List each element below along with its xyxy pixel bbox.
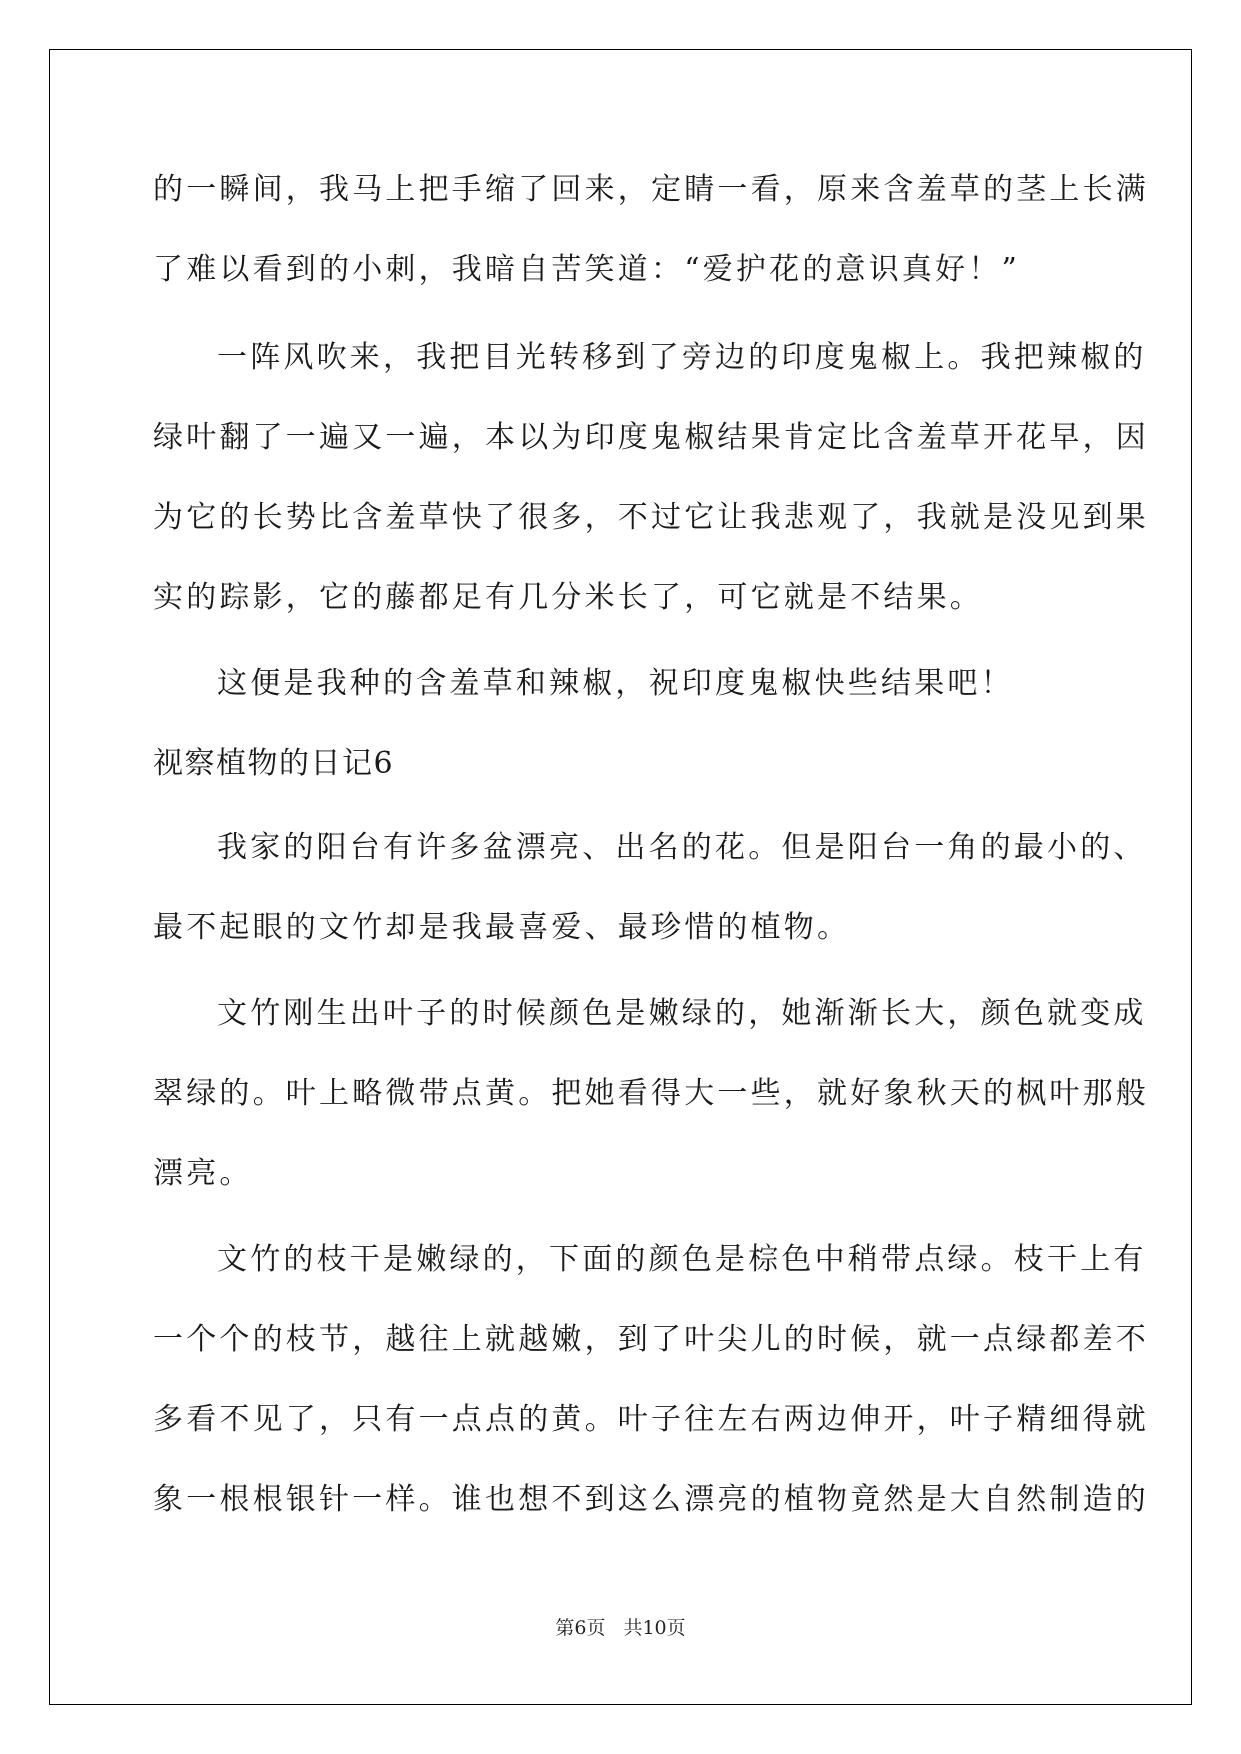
page-border	[49, 49, 1192, 1705]
page-footer	[0, 1616, 1241, 1640]
paragraph-line: 一阵风吹来，我把目光转移到了旁边的印度鬼椒上。我把辣椒的	[217, 340, 1147, 375]
paragraph-line: 文竹的枝干是嫩绿的，下面的颜色是棕色中稍带点绿。枝干上有	[217, 1242, 1147, 1277]
paragraph-line: 了难以看到的小刺，我暗自苦笑道：“爱护花的意识真好！”	[153, 252, 1021, 287]
paragraph-line: 为它的长势比含羞草快了很多，不过它让我悲观了，我就是没见到果	[153, 500, 1149, 535]
paragraph-line: 我家的阳台有许多盆漂亮、出名的花。但是阳台一角的最小的、	[217, 830, 1147, 865]
paragraph-line: 象一根根银针一样。谁也想不到这么漂亮的植物竟然是大自然制造的	[153, 1482, 1149, 1517]
paragraph-line: 漂亮。	[153, 1156, 253, 1191]
page-number: 第6页	[555, 1617, 606, 1639]
paragraph-line: 多看不见了，只有一点点的黄。叶子往左右两边伸开，叶子精细得就	[153, 1402, 1149, 1437]
section-heading: 视察植物的日记6	[153, 746, 395, 781]
page-count: 共10页	[623, 1617, 686, 1639]
paragraph-line: 绿叶翻了一遍又一遍，本以为印度鬼椒结果肯定比含羞草开花早，因	[153, 420, 1149, 455]
paragraph-line: 这便是我种的含羞草和辣椒，祝印度鬼椒快些结果吧！	[217, 666, 1014, 701]
paragraph-line: 的一瞬间，我马上把手缩了回来，定睛一看，原来含羞草的茎上长满	[153, 172, 1149, 207]
paragraph-line: 翠绿的。叶上略微带点黄。把她看得大一些，就好象秋天的枫叶那般	[153, 1076, 1149, 1111]
paragraph-line: 文竹刚生出叶子的时候颜色是嫩绿的，她渐渐长大，颜色就变成	[217, 996, 1147, 1031]
paragraph-line: 实的踪影，它的藤都足有几分米长了，可它就是不结果。	[153, 580, 983, 615]
paragraph-line: 最不起眼的文竹却是我最喜爱、最珍惜的植物。	[153, 910, 851, 945]
paragraph-line: 一个个的枝节，越往上就越嫩，到了叶尖儿的时候，就一点绿都差不	[153, 1322, 1149, 1357]
